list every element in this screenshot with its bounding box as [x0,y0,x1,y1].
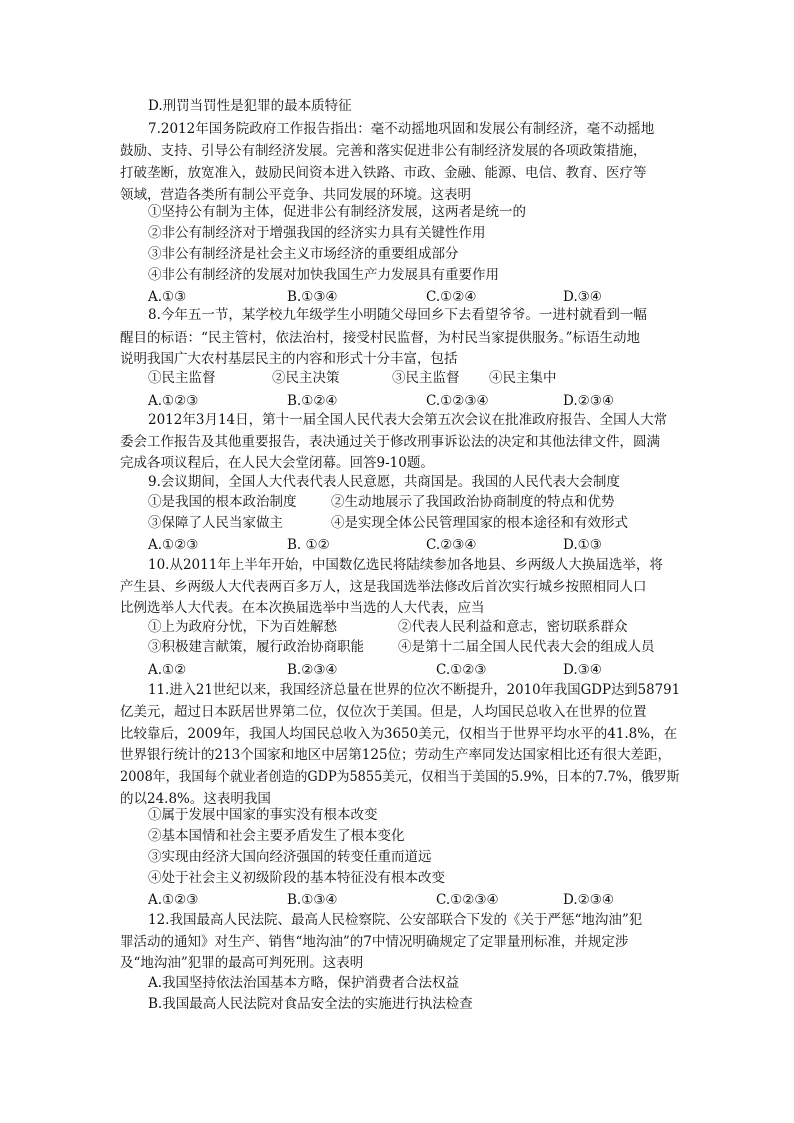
answer-option: A.①③ [148,289,187,305]
text-line: 7.2012年国务院政府工作报告指出：毫不动摇地巩固和发展公有制经济，毫不动摇地 [148,121,655,137]
answer-option: D.①③ [563,537,602,553]
answer-option: C.①②③④ [436,892,499,908]
text-line: 2008年，我国每个就业者创造的GDP为5855美元，仅相当于美国的5.9%，日本的7.7%，俄罗斯 [120,769,680,785]
choice-item: ②生动地展示了我国政治协商制度的特点和优势 [331,494,615,510]
answer-option: A.我国坚持依法治国基本方略，保护消费者合法权益 [148,975,460,991]
text-line: 完成各项议程后，在人民大会堂闭幕。回答9-10题。 [120,455,434,471]
answer-option: B.①②④ [287,393,338,409]
choice-item: ①民主监督 [148,370,216,386]
choice-item: ①是我国的根本政治制度 [148,494,297,510]
answer-option: A.①②③ [148,393,199,409]
text-line: 比例选举人大代表。在本次换届选举中当选的人大代表，应当 [120,600,485,616]
choice-item: ④处于社会主义初级阶段的基本特征没有根本改变 [148,870,445,886]
answer-option: B.①③④ [287,892,338,908]
choice-item: ③民主监督 [392,370,460,386]
choice-item: ④民主集中 [489,370,557,386]
answer-option: D.③④ [563,662,602,678]
answer-option: B.我国最高人民法院对食品安全法的实施进行执法检查 [148,996,473,1012]
text-line: 说明我国广大农村基层民主的内容和形式十分丰富，包括 [120,351,458,367]
text-line: ①坚持公有制为主体，促进非公有制经济发展，这两者是统一的 [148,204,526,220]
text-line: 及“地沟油”犯罪的最高可判死刑。这表明 [120,955,364,971]
text-line: 亿美元，超过日本跃居世界第二位，仅位次于美国。但是，人均国民总收入在世界的位置 [120,704,647,720]
answer-option: C.①②④ [426,289,477,305]
text-line: 委会工作报告及其他重要报告，表决通过关于修改刑事诉讼法的决定和其他法律文件，圆满 [120,434,660,450]
text-line: 世界银行统计的213个国家和地区中居第125位；劳动生产率同发达国家相比还有很大差距， [120,747,672,763]
text-line: 打破垄断，放宽准入，鼓励民间资本进入铁路、市政、金融、能源、电信、教育、医疗等 [120,165,647,181]
text-line: 9.会议期间，全国人大代表代表人民意愿，共商国是。我国的人民代表大会制度 [148,474,620,490]
choice-item: ③保障了人民当家做主 [148,515,283,531]
text-line: ③非公有制经济是社会主义市场经济的重要组成部分 [148,246,459,262]
choice-item: ③实现由经济大国向经济强国的转变任重而道远 [148,849,432,865]
choice-item: ②民主决策 [272,370,340,386]
text-line: 2012年3月14日，第十一届全国人民代表大会第五次会议在批准政府报告、全国人大常 [148,412,668,428]
choice-item: ④是实现全体公民管理国家的根本途径和有效形式 [331,515,628,531]
answer-option: B. ①② [287,537,330,553]
answer-option: B.①③④ [287,289,338,305]
answer-option: A.①② [148,662,187,678]
answer-option: C.①②③④ [426,393,489,409]
answer-option: A.①②③ [148,537,199,553]
choice-item: ④是第十二届全国人民代表大会的组成人员 [398,639,655,655]
choice-item: ①属于发展中国家的事实没有根本改变 [148,807,378,823]
text-line: 12.我国最高人民法院、最高人民检察院、公安部联合下发的《关于严惩“地沟油”犯 [148,912,643,928]
text-line: 11.进入21世纪以来，我国经济总量在世界的位次不断提升，2010年我国GDP达到58791 [148,682,681,698]
text-line: ④非公有制经济的发展对加快我国生产力发展具有重要作用 [148,267,499,283]
answer-option: D.②③④ [563,892,614,908]
choice-item: ②代表人民利益和意志，密切联系群众 [398,619,628,635]
choice-item: ②基本国情和社会主要矛盾发生了根本变化 [148,828,405,844]
answer-option: D.②③④ [563,393,614,409]
text-line: 比较靠后，2009年，我国人均国民总收入为3650美元，仅相当于世界平均水平的41.8%，在 [120,726,678,742]
text-line: 罪活动的通知》对生产、销售“地沟油”的7中情况明确规定了定罪量刑标准，并规定涉 [120,934,629,950]
choice-item: ①上为政府分忧，下为百姓解愁 [148,619,337,635]
text-line: 8.今年五一节，某学校九年级学生小明随父母回乡下去看望爷爷。一进村就看到一幅 [148,307,647,323]
answer-option: B.②③④ [287,662,338,678]
answer-option: C.①②③ [436,662,487,678]
answer-option: D.③④ [563,289,602,305]
choice-item: ③积极建言献策，履行政治协商职能 [148,639,364,655]
answer-option: A.①②③ [148,892,199,908]
text-line: 产生县、乡两级人大代表两百多万人，这是我国选举法修改后首次实行城乡按照相同人口 [120,579,647,595]
text-line: 鼓励、支持、引导公有制经济发展。完善和落实促进非公有制经济发展的各项政策措施， [120,143,647,159]
text-line: D.刑罚当罚性是犯罪的最本质特征 [148,98,352,114]
text-line: 10.从2011年上半年开始，中国数亿选民将陆续参加各地县、乡两级人大换届选举，将 [148,557,663,573]
text-line: 的以24.8%。这表明我国 [120,791,271,807]
text-line: 醒目的标语：“民主管村，依法治村，接受村民监督，为村民当家提供服务。”标语生动地 [120,330,641,346]
answer-option: C.②③④ [426,537,477,553]
text-line: ②非公有制经济对于增强我国的经济实力具有关键性作用 [148,225,486,241]
text-line: 领域，营造各类所有制公平竞争、共同发展的环境。这表明 [120,187,471,203]
